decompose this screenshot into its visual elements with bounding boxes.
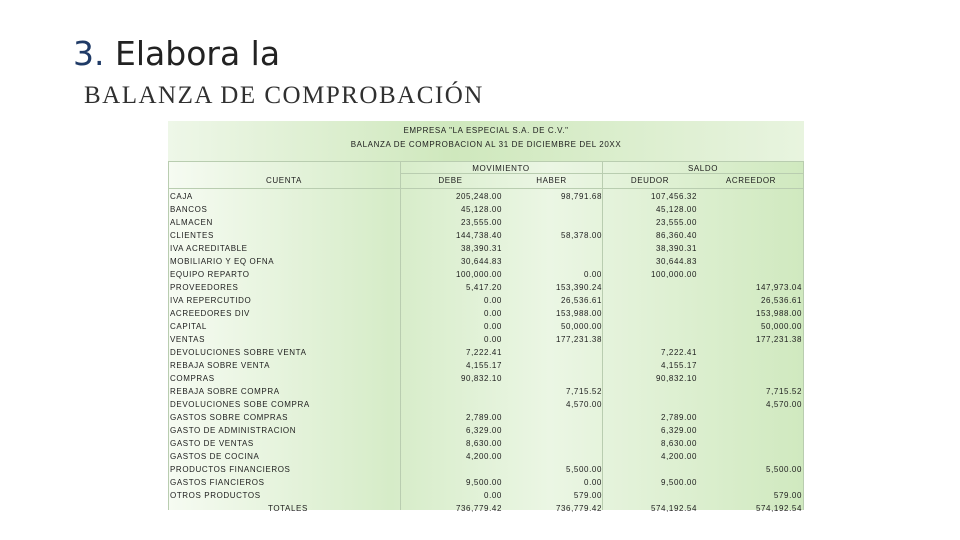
deudor-value: 107,456.32 [650,192,697,201]
debe-value: 23,555.00 [461,218,502,227]
debe-value: 30,644.83 [461,257,502,266]
table-top-border [168,161,804,162]
deudor-value: 38,390.31 [656,244,697,253]
account-name: DEVOLUCIONES SOBRE VENTA [170,348,307,357]
account-name: GASTO DE ADMINISTRACION [170,426,297,435]
slide-title-text: Elabora la [115,34,281,73]
acreedor-value: 177,231.38 [755,335,802,344]
table-row [168,203,804,216]
total-debe: 736,779.42 [455,504,502,513]
account-name: EQUIPO REPARTO [170,270,250,279]
deudor-value: 4,200.00 [661,452,697,461]
haber-value: 4,570.00 [566,400,602,409]
debe-value: 4,155.17 [466,361,502,370]
haber-value: 5,500.00 [566,465,602,474]
account-name: BANCOS [170,205,208,214]
deudor-value: 6,329.00 [661,426,697,435]
haber-value: 0.00 [584,270,602,279]
haber-value: 50,000.00 [561,322,602,331]
table-row [168,307,804,320]
deudor-value: 8,630.00 [661,439,697,448]
acreedor-value: 579.00 [773,491,802,500]
debe-value: 38,390.31 [461,244,502,253]
debe-value: 8,630.00 [466,439,502,448]
debe-value: 6,329.00 [466,426,502,435]
total-acreedor: 574,192.54 [755,504,802,513]
header-movimiento: MOVIMIENTO [472,164,530,173]
account-name: CAJA [170,192,193,201]
header-cuenta: CUENTA [266,176,302,185]
table-row [168,359,804,372]
debe-value: 7,222.41 [466,348,502,357]
account-name: REBAJA SOBRE COMPRA [170,387,280,396]
haber-value: 153,988.00 [555,309,602,318]
account-name: GASTOS DE COCINA [170,452,260,461]
header-debe: DEBE [438,176,463,185]
table-row [168,320,804,333]
account-name: MOBILIARIO Y EQ OFNA [170,257,275,266]
deudor-value: 23,555.00 [656,218,697,227]
table-row [168,281,804,294]
haber-value: 177,231.38 [555,335,602,344]
table-row [168,216,804,229]
acreedor-value: 7,715.52 [766,387,802,396]
account-name: PROVEEDORES [170,283,239,292]
table-row [168,294,804,307]
debe-value: 0.00 [484,335,502,344]
account-name: CAPITAL [170,322,207,331]
slide-number: 3. [73,34,105,73]
account-name: ACREEDORES DIV [170,309,250,318]
acreedor-value: 4,570.00 [766,400,802,409]
table-row [168,476,804,489]
table-row [168,333,804,346]
account-name: GASTO DE VENTAS [170,439,254,448]
deudor-value: 9,500.00 [661,478,697,487]
header-haber: HABER [536,176,567,185]
account-name: GASTOS SOBRE COMPRAS [170,413,289,422]
totals-row [168,502,804,515]
table-row [168,346,804,359]
haber-value: 26,536.61 [561,296,602,305]
account-name: IVA ACREDITABLE [170,244,248,253]
table-row [168,385,804,398]
total-haber: 736,779.42 [555,504,602,513]
deudor-value: 2,789.00 [661,413,697,422]
total-deudor: 574,192.54 [650,504,697,513]
header-deudor: DEUDOR [630,176,670,185]
account-name: DEVOLUCIONES SOBE COMPRA [170,400,310,409]
account-name: ALMACEN [170,218,213,227]
debe-value: 2,789.00 [466,413,502,422]
statement-title: BALANZA DE COMPROBACION AL 31 DE DICIEMBRE DEL 20XX [350,140,622,149]
deudor-value: 100,000.00 [650,270,697,279]
haber-value: 58,378.00 [561,231,602,240]
account-name: IVA REPERCUTIDO [170,296,252,305]
header-saldo: SALDO [687,164,719,173]
debe-value: 205,248.00 [455,192,502,201]
table-row [168,268,804,281]
deudor-value: 45,128.00 [656,205,697,214]
account-name: CLIENTES [170,231,214,240]
deudor-value: 7,222.41 [661,348,697,357]
debe-value: 0.00 [484,322,502,331]
debe-value: 0.00 [484,296,502,305]
debe-value: 4,200.00 [466,452,502,461]
debe-value: 90,832.10 [461,374,502,383]
account-name: OTROS PRODUCTOS [170,491,261,500]
account-name: VENTAS [170,335,206,344]
haber-value: 0.00 [584,478,602,487]
header-acreedor: ACREEDOR [725,176,777,185]
acreedor-value: 153,988.00 [755,309,802,318]
account-name: COMPRAS [170,374,215,383]
account-name: GASTOS FIANCIEROS [170,478,265,487]
debe-value: 100,000.00 [455,270,502,279]
table-row [168,463,804,476]
table-row [168,372,804,385]
debe-value: 9,500.00 [466,478,502,487]
company-name: EMPRESA "LA ESPECIAL S.A. DE C.V." [403,126,569,135]
deudor-value: 86,360.40 [656,231,697,240]
acreedor-value: 26,536.61 [761,296,802,305]
slide-title [73,34,280,74]
table-row [168,489,804,502]
table-row [168,424,804,437]
acreedor-value: 147,973.04 [755,283,802,292]
deudor-value: 90,832.10 [656,374,697,383]
table-row [168,229,804,242]
trial-balance-table [168,161,804,513]
header-bottom-border [168,188,804,189]
table-row [168,411,804,424]
table-row [168,437,804,450]
acreedor-value: 50,000.00 [761,322,802,331]
haber-value: 579.00 [573,491,602,500]
header-divider [400,173,804,174]
table-row [168,190,804,203]
totals-label: TOTALES [268,504,308,513]
account-name: PRODUCTOS FINANCIEROS [170,465,291,474]
haber-value: 98,791.68 [561,192,602,201]
table-row [168,398,804,411]
debe-value: 0.00 [484,309,502,318]
table-row [168,255,804,268]
debe-value: 0.00 [484,491,502,500]
slide-subtitle: BALANZA DE COMPROBACIÓN [84,82,484,109]
acreedor-value: 5,500.00 [766,465,802,474]
sheet-header [168,121,804,161]
haber-value: 153,390.24 [555,283,602,292]
debe-value: 45,128.00 [461,205,502,214]
deudor-value: 30,644.83 [656,257,697,266]
debe-value: 144,738.40 [455,231,502,240]
table-row [168,242,804,255]
haber-value: 7,715.52 [566,387,602,396]
account-name: REBAJA SOBRE VENTA [170,361,271,370]
trial-balance-sheet [168,121,804,513]
debe-value: 5,417.20 [466,283,502,292]
deudor-value: 4,155.17 [661,361,697,370]
table-row [168,450,804,463]
